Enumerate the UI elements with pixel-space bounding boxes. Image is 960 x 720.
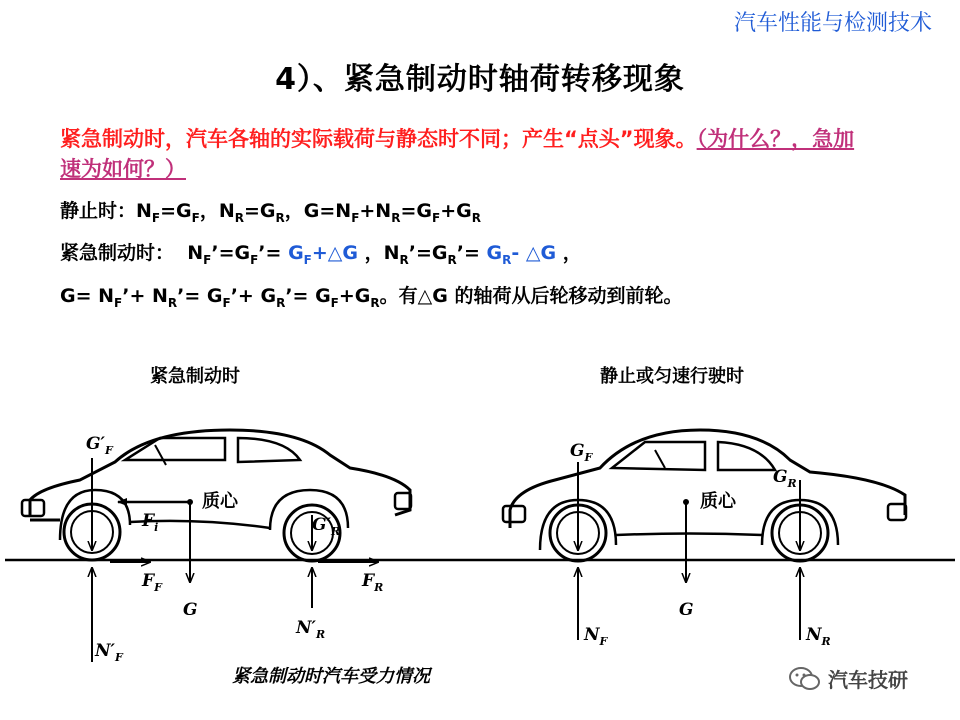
svg-text:NF: $N_F$	[584, 625, 608, 648]
center-of-mass-dot-right	[683, 499, 689, 505]
svg-text:FR: $F_R$	[362, 571, 384, 594]
center-of-mass-right: 质心	[700, 491, 736, 512]
course-brand: 汽车性能与检测技术	[733, 11, 932, 36]
static-force-labels	[570, 441, 831, 648]
intro-statement: 紧急制动时，汽车各轴的实际载荷与静态时不同；产生“点头”现象。	[60, 127, 697, 151]
static-formula: 静止时：$N_F=G_F$，$N_R=G_R$，$G=N_F+N_R=G_F+G_R$	[60, 200, 481, 225]
intro-text	[60, 124, 860, 184]
svg-text:G′R: $G'_R$	[312, 515, 341, 538]
svg-text:GF: $G_F$	[570, 441, 593, 464]
svg-text:G′F: $G'_F$	[86, 434, 113, 457]
svg-text:Fi: $F_i$	[142, 511, 159, 534]
wechat-icon	[788, 665, 822, 693]
svg-text:GR: $G_R$	[773, 467, 797, 490]
right-diagram-title: 静止或匀速行驶时	[600, 366, 744, 387]
svg-text:G: G	[183, 600, 198, 620]
braking-prefix: 紧急制动时：	[60, 242, 175, 264]
intro-question: （为什么？，急加速为如何？）	[60, 127, 855, 181]
watermark	[788, 664, 908, 693]
svg-text:N′F: $N'_F$	[95, 641, 123, 664]
svg-text:G: G	[679, 600, 694, 620]
braking-formula: 紧急制动时： $N_F’=G_F’=$ $G_F+\triangle G$ ，$N_R’=G_R’= G_R-$ △G ，	[60, 242, 582, 267]
total-formula: $G= N_F’+$ $N_R’=$ $G_F’+$ $G_R’= G_F+G_R$。有△G 的轴荷从后轮移动到前轮。	[60, 285, 683, 310]
svg-text:NR: $N_R$	[806, 625, 831, 648]
diagram-caption: 紧急制动时汽车受力情况	[232, 666, 430, 687]
svg-text:FF: $F_F$	[142, 571, 162, 594]
left-diagram-title: 紧急制动时	[150, 366, 240, 387]
slide-title: 4）、紧急制动时轴荷转移现象	[275, 62, 685, 97]
transfer-note: 。有△G 的轴荷从后轮移动到前轮。	[379, 285, 683, 307]
center-of-mass-dot-left	[187, 499, 193, 505]
center-of-mass-left: 质心	[202, 491, 238, 512]
braking-force-labels	[86, 434, 383, 664]
static-prefix: 静止时：	[60, 200, 137, 222]
svg-text:N′R: $N'_R$	[296, 618, 326, 641]
watermark-text: 汽车技研	[828, 668, 908, 692]
